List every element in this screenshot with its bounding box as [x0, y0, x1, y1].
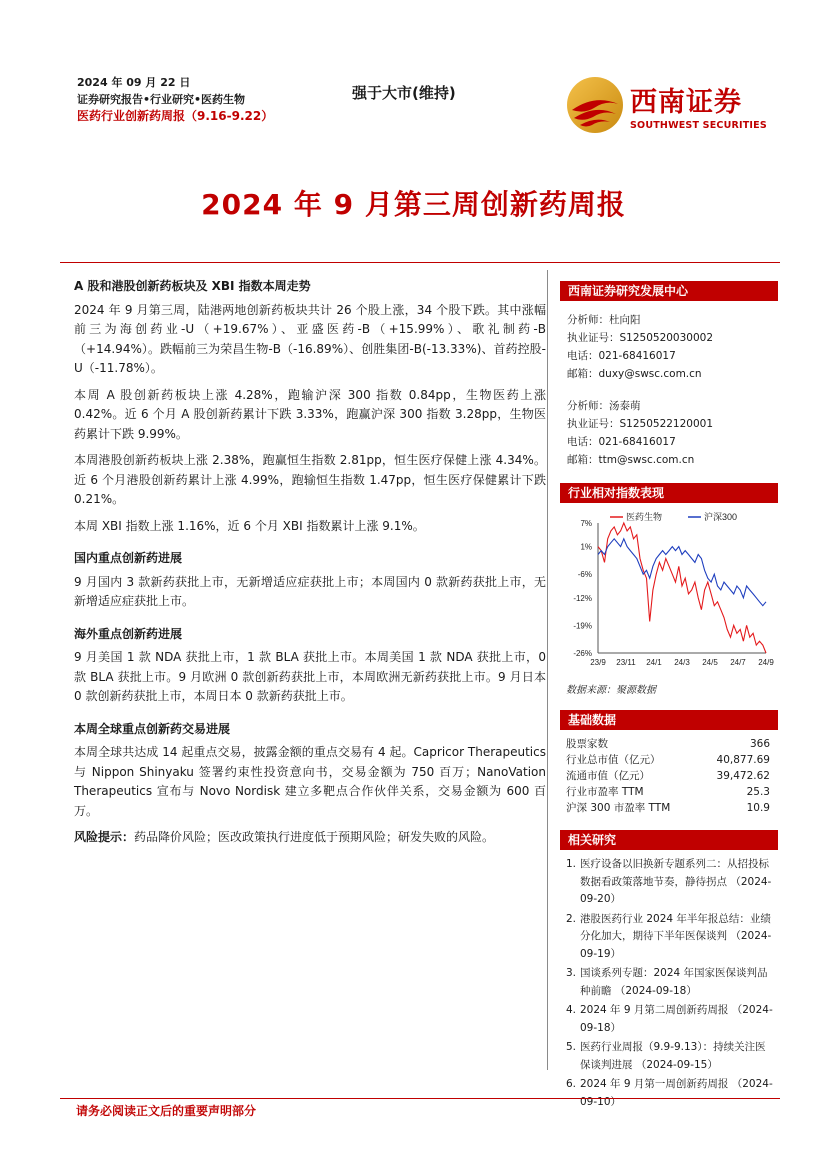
analyst-cert: 执业证号：S1250522120001: [567, 418, 714, 430]
x-tick-label: 24/5: [702, 658, 718, 667]
section-heading: 国内重点创新药进展: [74, 551, 183, 565]
basic-data-row: [566, 800, 770, 816]
item-text: 医药行业周报（9.9-9.13）：持续关注医保谈判进展 （2024-09-15）: [580, 1041, 766, 1071]
analyst-email[interactable]: 邮箱：duxy@swsc.com.cn: [567, 368, 702, 380]
item-text: 医疗设备以旧换新专题系列二：从招投标数据看政策落地节奏，静待拐点 （2024-09-20）: [580, 858, 772, 905]
item-number: 3.: [566, 967, 577, 979]
analyst-card: [567, 397, 778, 469]
legend-label: 沪深300: [704, 512, 738, 522]
risk-warning: [74, 828, 546, 848]
paragraph: 本周 A 股创新药板块上涨 4.28%，跑输沪深 300 指数 0.84pp，生物医药上涨 0.42%。近 6 个月 A 股创新药累计下跌 3.33%，跑赢沪深 300 指数 3.28pp，生物医药累计下跌 9.99%。: [74, 387, 546, 441]
basic-data-row: [566, 736, 770, 752]
row-label: 行业市盈率 TTM: [566, 786, 644, 798]
basic-data-row: [566, 768, 770, 784]
chart-source: 数据来源：聚源数据: [566, 685, 656, 696]
x-tick-label: 23/9: [590, 658, 606, 667]
paragraph: 本周 XBI 指数上涨 1.16%，近 6 个月 XBI 指数累计上涨 9.1%。: [74, 518, 425, 533]
x-tick-label: 24/7: [730, 658, 746, 667]
item-text: 2024 年 9 月第二周创新药周报 （2024-09-18）: [580, 1004, 773, 1034]
list-item[interactable]: [566, 1039, 774, 1074]
item-text: 国谈系列专题：2024 年国家医保谈判品种前瞻 （2024-09-18）: [580, 967, 768, 997]
page-title: 2024 年 9 月第三周创新药周报: [201, 188, 626, 221]
basic-data-table: [560, 730, 778, 816]
risk-label: 风险提示：: [74, 830, 135, 844]
index-chart: [560, 503, 778, 679]
section-heading: 海外重点创新药进展: [74, 626, 183, 641]
list-item[interactable]: [566, 911, 774, 964]
series-line-hs300: [598, 539, 766, 606]
report-subtitle: 医药行业创新药周报（9.16-9.22）: [77, 109, 274, 123]
section-heading: 本周全球重点创新药交易进展: [74, 721, 231, 736]
row-value: 10.9: [746, 802, 770, 814]
row-label: 行业总市值（亿元）: [566, 754, 661, 766]
x-tick-label: 23/11: [616, 658, 636, 667]
analyst-phone: 电话：021-68416017: [567, 436, 676, 448]
item-number: 6.: [566, 1078, 577, 1090]
related-research-bar: 相关研究: [560, 830, 778, 850]
list-item[interactable]: [566, 965, 774, 1000]
analyst-email[interactable]: 邮箱：ttm@swsc.com.cn: [567, 454, 695, 466]
series-line-pharma: [598, 523, 766, 653]
section-heading: A 股和港股创新药板块及 XBI 指数本周走势: [74, 279, 311, 293]
logo-chinese-name: 西南证券: [630, 87, 742, 118]
legend-label: 医药生物: [626, 512, 663, 522]
footer-divider: [60, 1098, 780, 1099]
column-divider: [547, 270, 548, 1070]
analyst-cert: 执业证号：S1250520030002: [567, 332, 714, 344]
item-number: 4.: [566, 1004, 577, 1016]
y-tick-label: 1%: [580, 542, 592, 552]
relative-index-chart: [560, 503, 778, 679]
row-value: 40,877.69: [716, 754, 770, 766]
title-divider: [60, 262, 780, 263]
row-label: 沪深 300 市盈率 TTM: [566, 802, 671, 814]
list-item[interactable]: [566, 1076, 774, 1111]
paragraph: 9 月美国 1 款 NDA 获批上市，1 款 BLA 获批上市。本周美国 1 款 NDA 获批上市，0 款 BLA 获批上市。9 月欧洲 0 款创新药获批上市，本周欧洲无新药获批上市。9 月日本 0 款创新药获批上市，本周日本 0 款新药获批上市。: [74, 650, 546, 703]
row-value: 39,472.62: [716, 770, 770, 782]
x-tick-label: 24/3: [674, 658, 690, 667]
list-item[interactable]: [566, 856, 774, 909]
analyst-name: 分析师：杜向阳: [567, 314, 641, 326]
research-center-bar: 西南证券研究发展中心: [560, 281, 778, 301]
x-tick-label: 24/9: [758, 658, 774, 667]
y-tick-label: -26%: [573, 649, 592, 658]
row-label: 流通市值（亿元）: [566, 770, 650, 782]
list-item[interactable]: [566, 1002, 774, 1037]
analyst-list: [560, 311, 778, 469]
basic-data-bar: 基础数据: [560, 710, 778, 730]
related-research-list: [560, 850, 778, 1111]
paragraph: 9 月国内 3 款新药获批上市，无新增适应症获批上市；本周国内 0 款新药获批上市，无新增适应症获批上市。: [74, 574, 546, 608]
x-tick-label: 24/1: [646, 658, 662, 667]
report-date: 2024 年 09 月 22 日: [77, 76, 191, 89]
paragraph: 本周港股创新药板块上涨 2.38%，跑赢恒生指数 2.81pp，恒生医疗保健上涨 4.34%。近 6 个月港股创新药累计上涨 4.99%，跑输恒生指数 1.47pp，恒生医疗保健累计下跌 0.21%。: [74, 453, 546, 506]
analyst-phone: 电话：021-68416017: [567, 350, 676, 362]
row-value: 25.3: [746, 786, 770, 798]
swsc-emblem-icon: [566, 76, 624, 134]
row-label: 股票家数: [566, 738, 608, 750]
footer-disclaimer: 请务必阅读正文后的重要声明部分: [76, 1104, 257, 1118]
risk-text: 药品降价风险；医改政策执行进度低于预期风险；研发失败的风险。: [134, 830, 495, 844]
item-text: 2024 年 9 月第一周创新药周报 （2024-09-10）: [580, 1078, 773, 1108]
paragraph: 本周全球共达成 14 起重点交易，披露金额的重点交易有 4 起。Capricor Therapeutics 与 Nippon Shinyaku 签署约束性投资意向书，交易金额为 750 百万；NanoVation Therapeutics 宣布与 Novo Nordisk 建立多靶点合作伙伴关系，交易金额为 600 百万。: [74, 745, 546, 818]
y-tick-label: -12%: [573, 593, 592, 603]
logo-english-name: SOUTHWEST SECURITIES: [630, 120, 767, 131]
item-text: 港股医药行业 2024 年半年报总结：业绩分化加大，期待下半年医保谈判 （2024-09-19）: [580, 912, 772, 960]
body-column: [74, 277, 546, 855]
y-tick-label: -6%: [577, 570, 592, 580]
analyst-name: 分析师：汤泰萌: [567, 400, 641, 412]
y-tick-label: -19%: [573, 621, 592, 631]
basic-data-row: [566, 752, 770, 768]
item-number: 1.: [566, 858, 577, 870]
chart-title-bar: 行业相对指数表现: [560, 483, 778, 503]
item-number: 5.: [566, 1041, 577, 1053]
report-meta: [77, 74, 273, 125]
item-number: 2.: [566, 912, 577, 925]
row-value: 366: [749, 738, 770, 750]
company-logo: [566, 76, 766, 134]
sidebar: [560, 281, 778, 1113]
analyst-card: [567, 311, 778, 383]
y-tick-label: 7%: [580, 519, 592, 528]
paragraph: 2024 年 9 月第三周，陆港两地创新药板块共计 26 个股上涨，34 个股下跌。其中涨幅前三为海创药业-U（+19.67%）、亚盛医药-B（+15.99%）、歌礼制药-B（+14.94%）。跌幅前三为荣昌生物-B（-16.89%）、创胜集团-B(-13.33%)、首药控股-U（-11.78%）。: [74, 302, 546, 375]
basic-data-row: [566, 784, 770, 800]
industry-rating: 强于大市(维持): [352, 84, 456, 102]
report-category: 证券研究报告•行业研究•医药生物: [77, 93, 246, 106]
